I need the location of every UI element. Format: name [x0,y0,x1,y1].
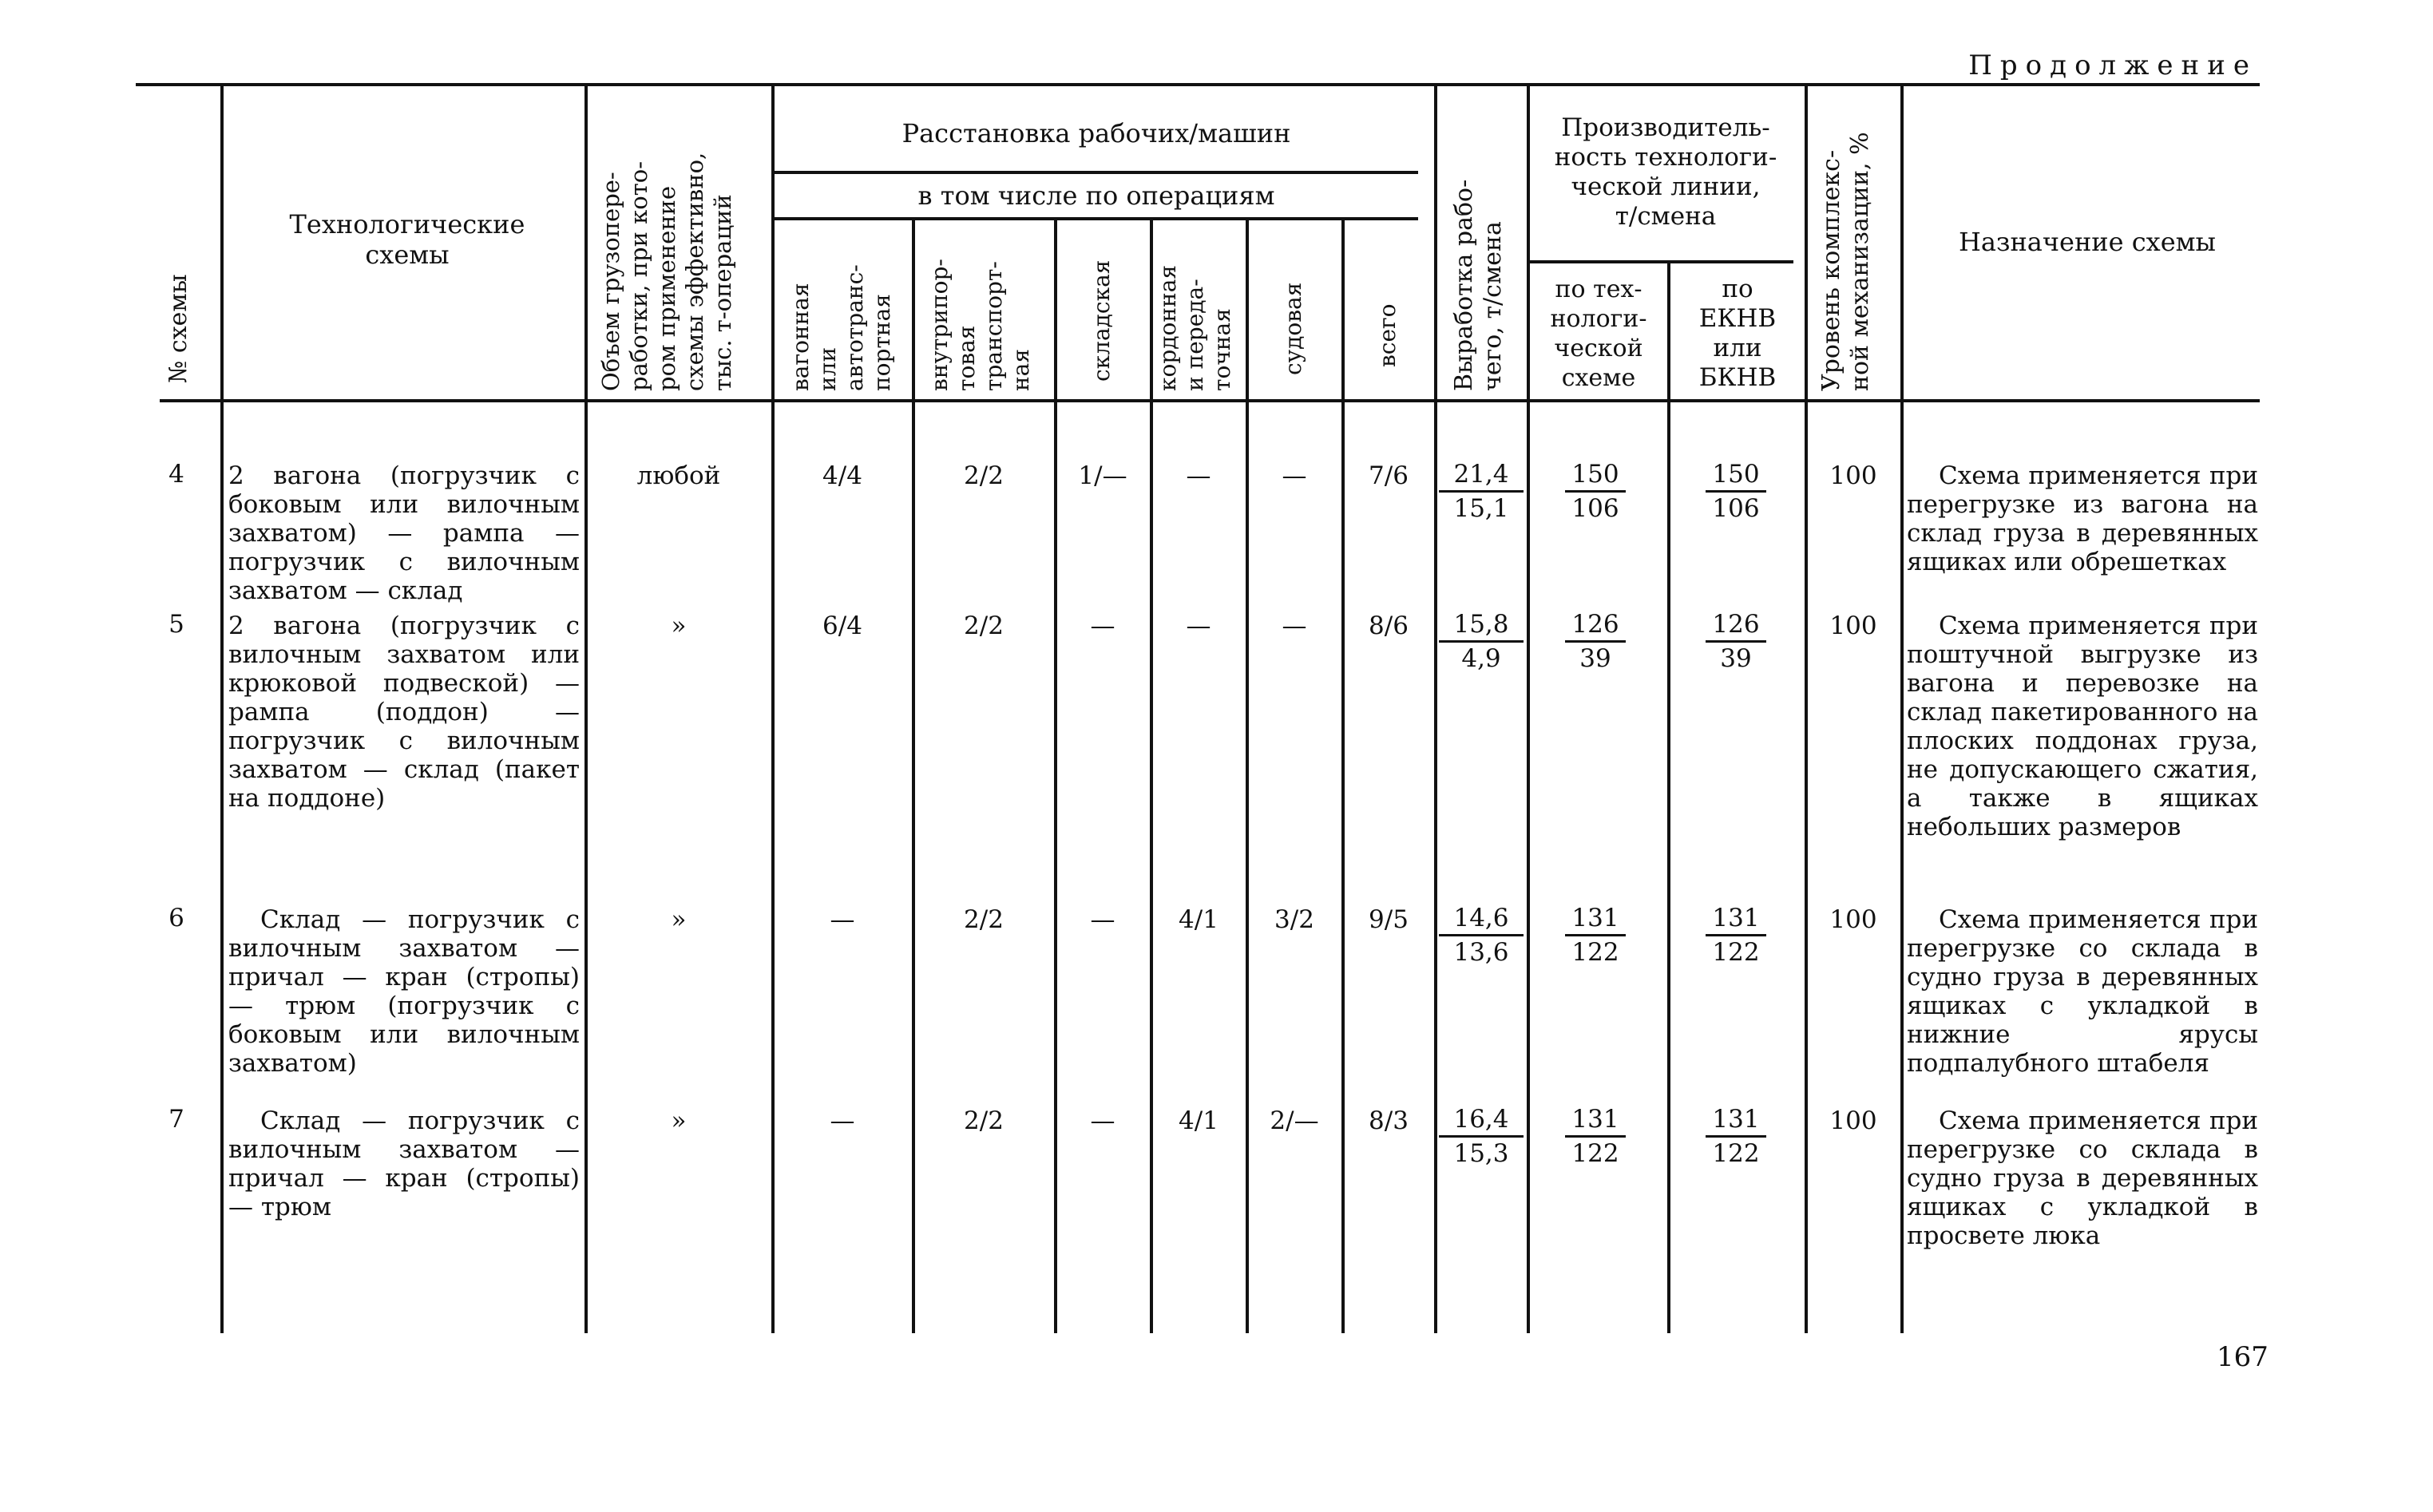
col-divider-4 [912,220,915,1333]
row-7-prod-tech-bottom: 122 [1571,1139,1619,1168]
row-5-mechanization: 100 [1829,612,1877,640]
row-6-prod-norms-top: 131 [1706,902,1766,936]
row-4-purpose: Схема применяется при перегрузке из вагона на склад груза в деревянных ящиках или обрешетках [1907,461,2258,576]
page-number: 167 [2217,1341,2269,1373]
row-4-prod-tech [1565,458,1626,524]
header-by-operations: в том числе по операциям [917,180,1275,211]
row-5-total: 8/6 [1369,612,1409,640]
row-6-prod-tech [1565,902,1626,968]
header-scheme-number: № схемы [164,274,192,383]
row-7-wagon: — [830,1106,855,1135]
row-7-scheme: Склад — погрузчик с вилочным захватом — причал — кран (стропы) — трюм [228,1106,580,1221]
header-prod-tech-scheme: по тех- нологи- ческой схеме [1550,275,1647,392]
row-4-output-bottom: 15,1 [1453,494,1509,523]
row-6-purpose: Схема применяется при перегрузке со склада в судно груза в деревянных ящиках с укладкой в нижние ярусы подпалубного штабеля [1907,905,2258,1078]
row-7-prod-tech-top: 131 [1565,1103,1626,1138]
row-7-ship: 2/— [1270,1106,1319,1135]
row-5-prod-tech [1565,608,1626,675]
row-7-prod-tech [1565,1103,1626,1170]
row-7-output-bottom: 15,3 [1453,1139,1509,1168]
col-divider-13 [1900,86,1904,1333]
row-5-prod-norms [1706,608,1766,675]
col-divider-6 [1150,220,1153,1333]
header-bottom-rule [160,399,2260,402]
row-4-warehouse: 1/— [1078,461,1127,490]
row-6-volume: » [671,905,687,934]
col-divider-7 [1246,220,1249,1333]
row-6-cordon: 4/1 [1179,905,1218,934]
col-divider-2 [584,86,588,1333]
col-divider-3 [771,86,775,1333]
row-5-scheme: 2 вагона (погрузчик с вилочным захватом или крюковой подвеской) — рампа (поддон) — погрузчик с вилочным захватом — склад (пакет на поддоне) [228,612,580,813]
header-technological-schemes: Технологические схемы [289,209,525,270]
row-5-volume: » [671,612,687,640]
row-7-warehouse: — [1090,1106,1115,1135]
col-divider-12 [1805,86,1808,1333]
row-7-internal: 2/2 [964,1106,1004,1135]
row-6-output-bottom: 13,6 [1453,938,1509,967]
row-6-warehouse: — [1090,905,1115,934]
row-5-ship: — [1282,612,1307,640]
row-5-purpose: Схема применяется при поштучной выгрузке из вагона и перевозке на склад пакетированного на плоских поддонах груза, не допускающего сжатия, а также в ящиках небольших размеров [1907,612,2258,841]
row-7-purpose: Схема применяется при перегрузке со склада в судно груза в деревянных ящиках с укладкой в просвете люка [1907,1106,2258,1250]
row-5-warehouse: — [1090,612,1115,640]
row-7-prod-norms-bottom: 122 [1712,1139,1760,1168]
header-mechanization-level: Уровень комплекс- ной механизации, % [1817,132,1874,391]
header-op-cordon: кордонная и переда- точная [1155,264,1235,391]
header-scheme-purpose: Назначение схемы [1959,227,2216,257]
row-5-prod-tech-top: 126 [1565,608,1626,643]
row-4-output [1439,458,1524,524]
col-divider-10 [1527,86,1530,1333]
header-prod-norms: по ЕКНВ или БКНВ [1698,275,1777,392]
header-arrangement: Расстановка рабочих/машин [901,118,1291,148]
row-7-prod-norms-top: 131 [1706,1103,1766,1138]
header-output-per-worker: Выработка рабо- чего, т/смена [1450,179,1507,391]
arrangement-rule [773,171,1418,174]
col-divider-9 [1434,86,1437,1333]
row-6-scheme: Склад — погрузчик с вилочным захватом — причал — кран (стропы) — трюм (погрузчик с боковым или вилочным захватом) [228,905,580,1078]
header-productivity: Производитель- ность технологи- ческой линии, т/смена [1554,113,1777,231]
row-4-total: 7/6 [1369,461,1409,490]
row-5-internal: 2/2 [964,612,1004,640]
row-6-prod-norms [1706,902,1766,968]
row-4-prod-tech-top: 150 [1565,458,1626,493]
row-7-total: 8/3 [1369,1106,1409,1135]
row-4-volume: любой [636,461,721,490]
row-6-internal: 2/2 [964,905,1004,934]
row-6-mechanization: 100 [1829,905,1877,934]
row-5-prod-tech-bottom: 39 [1579,644,1611,673]
table-top-rule [136,83,2260,86]
row-5-prod-norms-top: 126 [1706,608,1766,643]
row-5-output-top: 15,8 [1439,608,1524,643]
row-6-wagon: — [830,905,855,934]
row-7-output-top: 16,4 [1439,1103,1524,1138]
row-5-number: 5 [168,610,184,639]
row-6-prod-tech-bottom: 122 [1571,938,1619,967]
header-op-wagon: вагонная или автотранс- портная [787,264,895,391]
productivity-rule [1528,260,1793,263]
row-4-mechanization: 100 [1829,461,1877,490]
header-processing-volume: Объем грузопере- работки, при кото- ром применение схемы эффективно, тыс. т-операций [597,152,736,391]
row-5-output-bottom: 4,9 [1461,644,1501,673]
row-4-ship: — [1282,461,1307,490]
row-5-prod-norms-bottom: 39 [1720,644,1752,673]
row-6-output-top: 14,6 [1439,902,1524,936]
col-divider-11 [1667,263,1670,1333]
row-4-prod-norms [1706,458,1766,524]
row-4-wagon: 4/4 [822,461,862,490]
row-4-prod-norms-bottom: 106 [1712,494,1760,523]
row-7-output [1439,1103,1524,1170]
header-op-internal-transport: внутрипор- товая транспорт- ная [926,259,1034,391]
row-6-number: 6 [168,904,184,932]
row-7-cordon: 4/1 [1179,1106,1218,1135]
continuation-label: Продолжение [1968,49,2257,81]
row-4-internal: 2/2 [964,461,1004,490]
row-6-prod-norms-bottom: 122 [1712,938,1760,967]
row-4-output-top: 21,4 [1439,458,1524,493]
header-op-warehouse: складская [1088,259,1115,382]
row-5-cordon: — [1186,612,1211,640]
operations-rule [773,217,1418,220]
row-7-number: 7 [168,1105,184,1134]
row-4-cordon: — [1186,461,1211,490]
row-7-volume: » [671,1106,687,1135]
row-4-prod-norms-top: 150 [1706,458,1766,493]
col-divider-8 [1341,220,1345,1333]
row-6-prod-tech-top: 131 [1565,902,1626,936]
row-4-number: 4 [168,460,184,489]
col-divider-5 [1054,220,1057,1333]
row-6-ship: 3/2 [1274,905,1314,934]
row-5-output [1439,608,1524,675]
col-divider-1 [220,86,224,1333]
row-4-scheme: 2 вагона (погрузчик с боковым или вилочным захватом) — рампа — погрузчик с вилочным захватом — склад [228,461,580,605]
row-6-total: 9/5 [1369,905,1409,934]
row-4-prod-tech-bottom: 106 [1571,494,1619,523]
header-op-total: всего [1374,303,1401,367]
header-op-ship: судовая [1280,282,1306,375]
row-7-mechanization: 100 [1829,1106,1877,1135]
row-5-wagon: 6/4 [822,612,862,640]
row-7-prod-norms [1706,1103,1766,1170]
row-6-output [1439,902,1524,968]
